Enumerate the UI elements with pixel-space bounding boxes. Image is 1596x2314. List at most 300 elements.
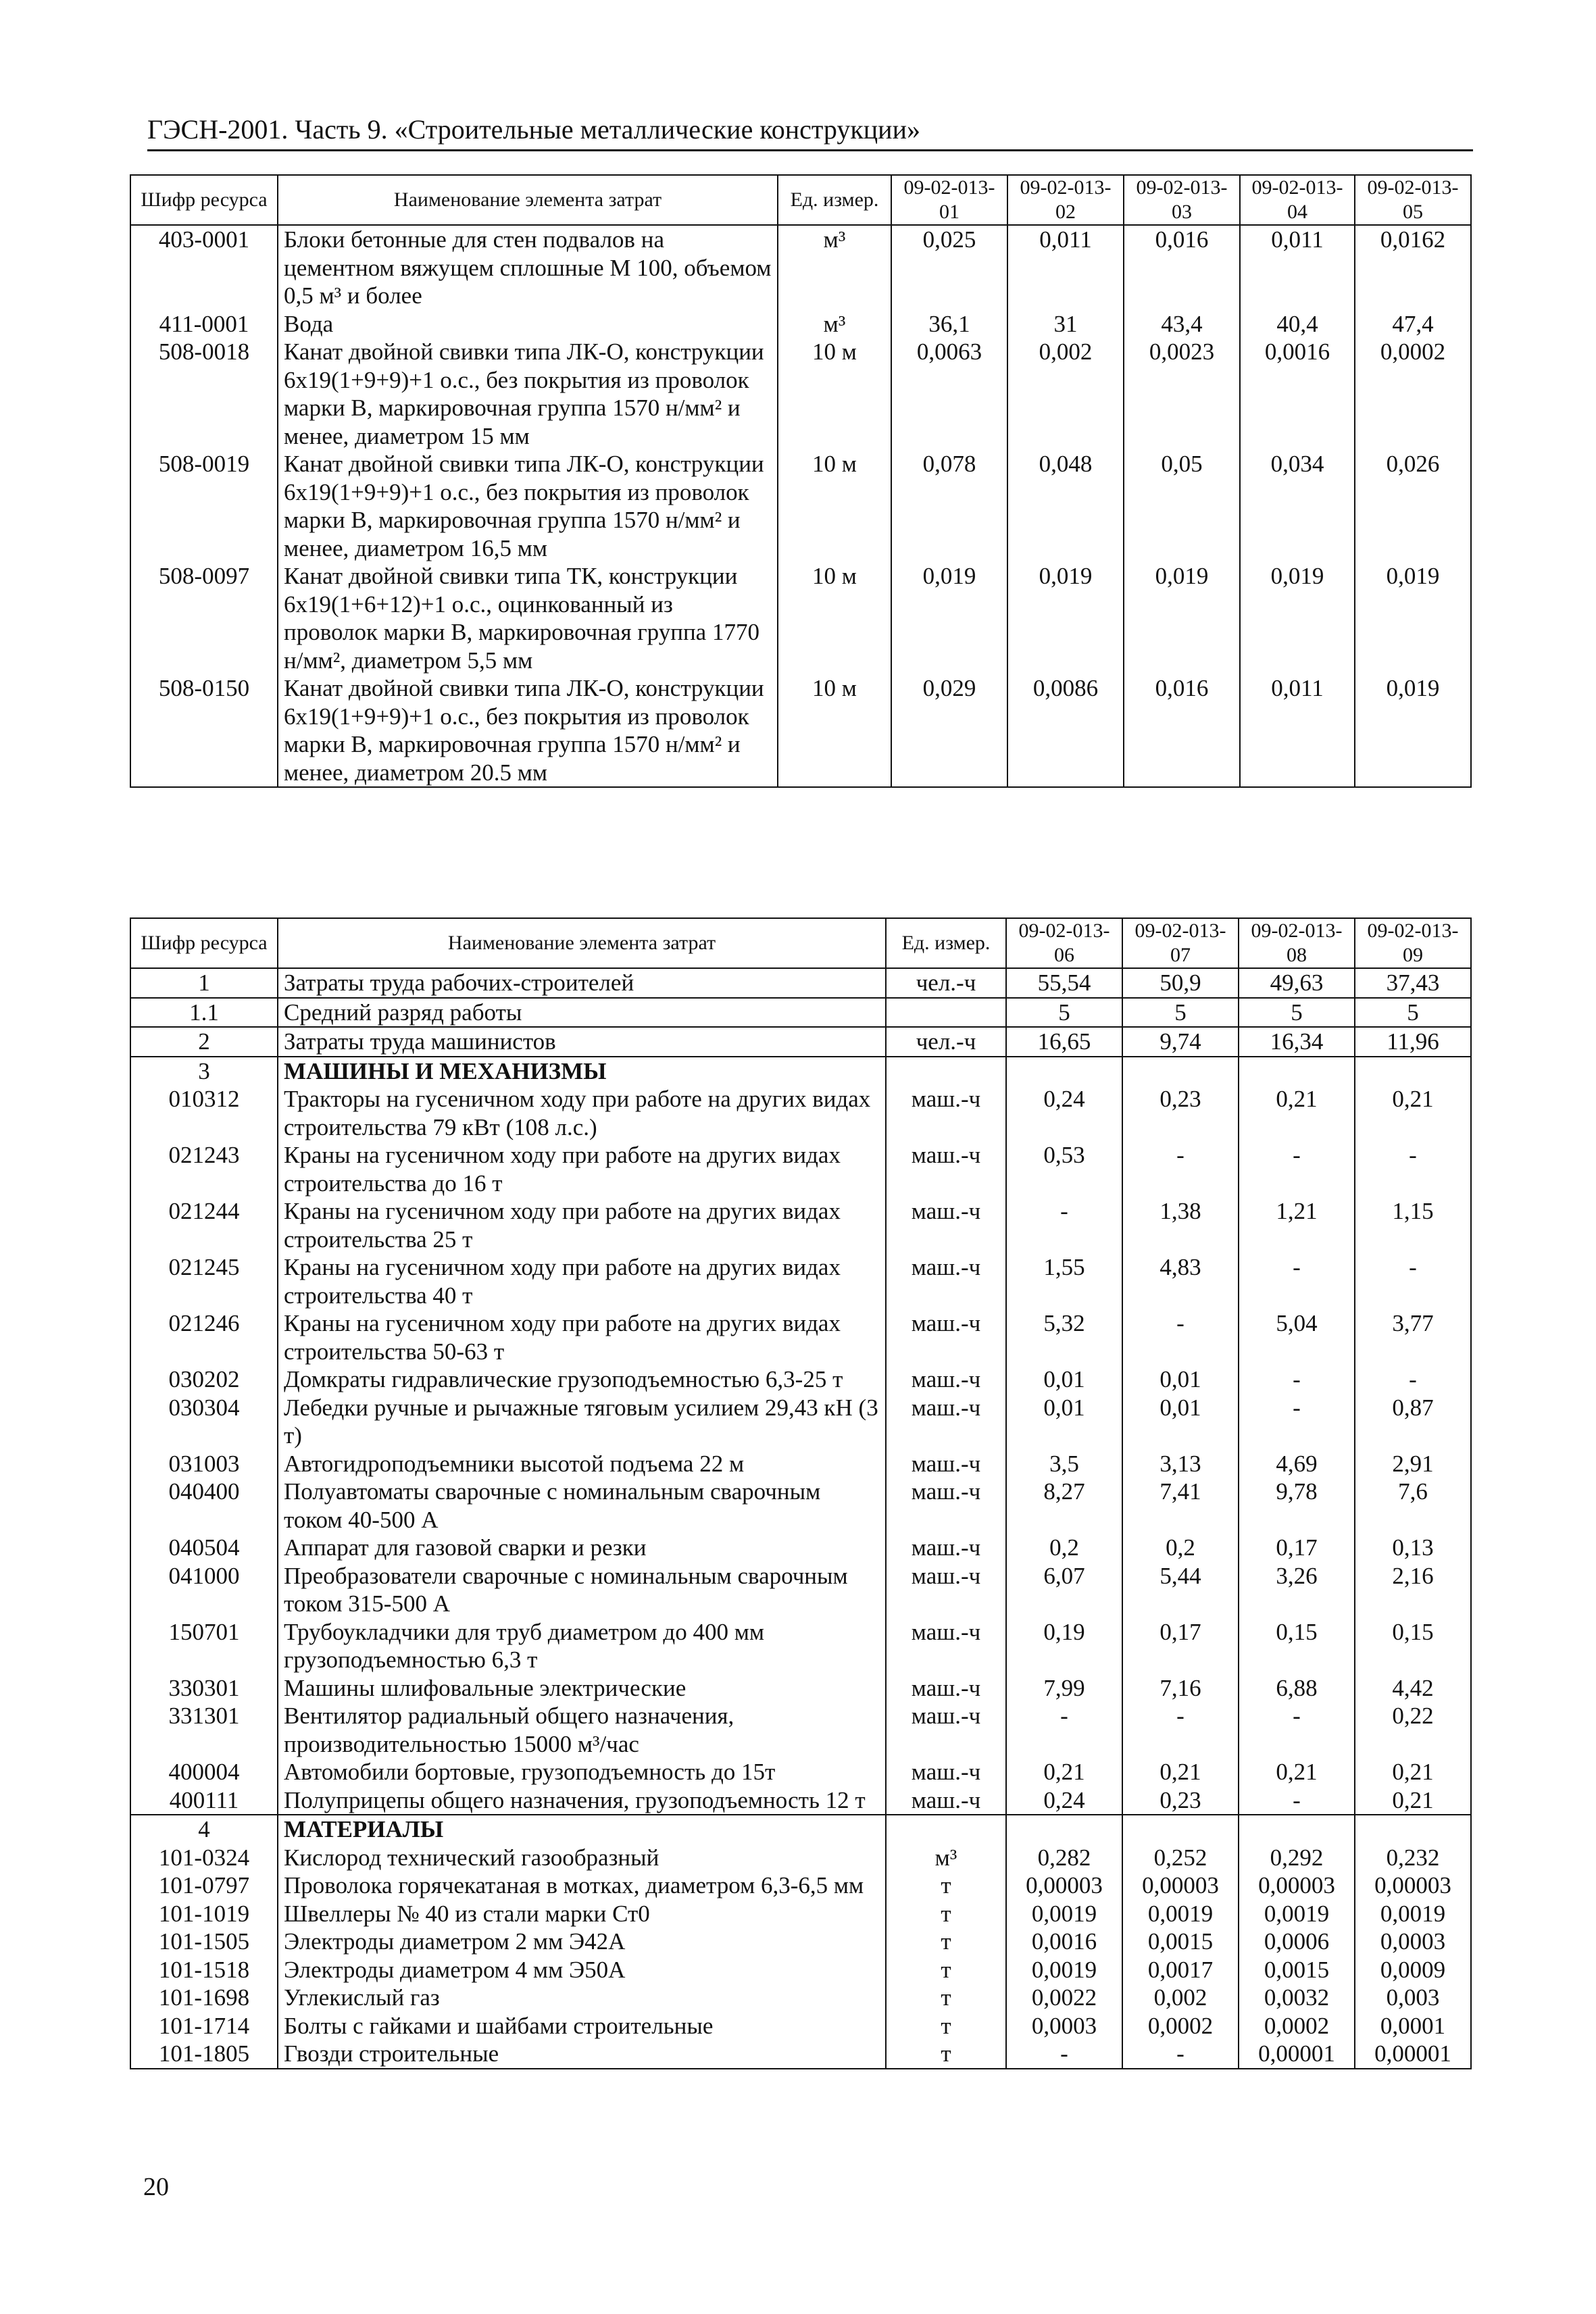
resource-name: Электроды диаметром 4 мм Э50А: [278, 1956, 886, 1984]
resource-code: 101-1805: [130, 2040, 278, 2069]
value-cell: [1239, 1057, 1355, 1086]
value-cell: 50,9: [1122, 968, 1239, 998]
table-row: [130, 968, 1471, 998]
resource-code: 021246: [130, 1309, 278, 1365]
table-row: [130, 1253, 1471, 1309]
value-cell: 0,15: [1239, 1618, 1355, 1674]
unit-cell: маш.-ч: [886, 1197, 1006, 1253]
value-cell: 0,21: [1355, 1085, 1471, 1141]
value-cell: 0,0019: [1006, 1956, 1122, 1984]
value-cell: -: [1239, 1394, 1355, 1450]
column-header-name: Наименование элемента затрат: [278, 918, 886, 968]
value-cell: 43,4: [1124, 310, 1240, 338]
value-cell: 4,83: [1122, 1253, 1239, 1309]
value-cell: 0,2: [1122, 1534, 1239, 1562]
value-cell: 0,0002: [1122, 2012, 1239, 2040]
value-cell: -: [1239, 1253, 1355, 1309]
resource-name: Краны на гусеничном ходу при работе на других видах строительства 50-63 т: [278, 1309, 886, 1365]
value-cell: 0,292: [1239, 1844, 1355, 1872]
table-row: [130, 1786, 1471, 1815]
value-cell: 5,44: [1122, 1562, 1239, 1618]
table-body: [130, 225, 1471, 787]
table-row: [130, 1141, 1471, 1197]
resource-code: 508-0097: [130, 562, 278, 674]
section-title: МАТЕРИАЛЫ: [278, 1815, 886, 1844]
value-cell: 0,016: [1124, 225, 1240, 310]
value-cell: [1239, 1815, 1355, 1844]
resource-code: 400111: [130, 1786, 278, 1815]
section-title: МАШИНЫ И МЕХАНИЗМЫ: [278, 1057, 886, 1086]
value-cell: 0,0019: [1006, 1900, 1122, 1928]
value-cell: -: [1355, 1253, 1471, 1309]
column-header-norm: 09-02-013-08: [1239, 918, 1355, 968]
value-cell: [1355, 1057, 1471, 1086]
value-cell: 2,91: [1355, 1450, 1471, 1478]
value-cell: 0,24: [1006, 1786, 1122, 1815]
value-cell: 0,0002: [1239, 2012, 1355, 2040]
table-row: [130, 1027, 1471, 1057]
value-cell: 0,0016: [1006, 1928, 1122, 1956]
resource-name: Преобразователи сварочные с номинальным сварочным током 315-500 А: [278, 1562, 886, 1618]
value-cell: 5: [1239, 998, 1355, 1028]
resource-name: Домкраты гидравлические грузоподъемностью 6,3-25 т: [278, 1365, 886, 1394]
column-header-norm: 09-02-013-07: [1122, 918, 1239, 968]
column-header-norm: 09-02-013-05: [1355, 175, 1471, 225]
value-cell: 31: [1007, 310, 1124, 338]
table-header: [130, 175, 1471, 225]
value-cell: 0,019: [891, 562, 1007, 674]
value-cell: 0,00003: [1239, 1871, 1355, 1900]
section-row: [130, 1815, 1471, 1844]
table-row: [130, 450, 1471, 562]
resource-code: 331301: [130, 1702, 278, 1758]
value-cell: 0,87: [1355, 1394, 1471, 1450]
header-row: [130, 918, 1471, 968]
table-body: [130, 968, 1471, 2069]
value-cell: 4,69: [1239, 1450, 1355, 1478]
resource-name: Полуавтоматы сварочные с номинальным сварочным током 40-500 А: [278, 1478, 886, 1534]
value-cell: -: [1006, 1197, 1122, 1253]
resource-name: Тракторы на гусеничном ходу при работе на других видах строительства 79 кВт (108 л.с.): [278, 1085, 886, 1141]
value-cell: 0,026: [1355, 450, 1471, 562]
table-row: [130, 1618, 1471, 1674]
table-row: [130, 338, 1471, 450]
resource-code: 403-0001: [130, 225, 278, 310]
unit-cell: маш.-ч: [886, 1450, 1006, 1478]
resource-code: 101-1698: [130, 1984, 278, 2012]
resource-name: Краны на гусеничном ходу при работе на других видах строительства до 16 т: [278, 1141, 886, 1197]
table-row: [130, 2040, 1471, 2069]
value-cell: 0,002: [1122, 1984, 1239, 2012]
value-cell: 0,01: [1122, 1394, 1239, 1450]
value-cell: 0,00001: [1239, 2040, 1355, 2069]
resource-name: Проволока горячекатаная в мотках, диаметром 6,3-6,5 мм: [278, 1871, 886, 1900]
value-cell: 9,74: [1122, 1027, 1239, 1057]
resource-code: 040504: [130, 1534, 278, 1562]
value-cell: 0,0019: [1122, 1900, 1239, 1928]
column-header-unit: Ед. измер.: [886, 918, 1006, 968]
value-cell: 7,16: [1122, 1674, 1239, 1703]
value-cell: 3,5: [1006, 1450, 1122, 1478]
value-cell: 0,21: [1355, 1758, 1471, 1786]
value-cell: 0,0003: [1006, 2012, 1122, 2040]
table-row: [130, 1956, 1471, 1984]
unit-cell: чел.-ч: [886, 1027, 1006, 1057]
value-cell: 0,025: [891, 225, 1007, 310]
value-cell: 8,27: [1006, 1478, 1122, 1534]
resource-code: 040400: [130, 1478, 278, 1534]
value-cell: 0,0019: [1239, 1900, 1355, 1928]
table-row: [130, 1394, 1471, 1450]
resource-code: 101-1518: [130, 1956, 278, 1984]
value-cell: -: [1355, 1141, 1471, 1197]
unit-cell: м³: [886, 1844, 1006, 1872]
unit-cell: т: [886, 1900, 1006, 1928]
table-header: [130, 918, 1471, 968]
value-cell: 0,282: [1006, 1844, 1122, 1872]
resource-code: 101-1505: [130, 1928, 278, 1956]
value-cell: 0,17: [1239, 1534, 1355, 1562]
value-cell: -: [1122, 1702, 1239, 1758]
table-row: [130, 1674, 1471, 1703]
table-row: [130, 1844, 1471, 1872]
table-row: [130, 1085, 1471, 1141]
unit-cell: т: [886, 2040, 1006, 2069]
unit-cell: маш.-ч: [886, 1141, 1006, 1197]
resource-code: 150701: [130, 1618, 278, 1674]
resource-code: 508-0150: [130, 674, 278, 787]
value-cell: 0,21: [1355, 1786, 1471, 1815]
table-row: [130, 998, 1471, 1028]
resource-code: 101-0797: [130, 1871, 278, 1900]
resource-name: Канат двойной свивки типа ЛК-О, конструкции 6х19(1+9+9)+1 о.с., без покрытия из проволок марки В, маркировочная группа 1570 н/мм² и менее, диаметром 15 мм: [278, 338, 778, 450]
unit-cell: м³: [778, 310, 891, 338]
value-cell: 0,048: [1007, 450, 1124, 562]
value-cell: 0,01: [1006, 1365, 1122, 1394]
table-row: [130, 1365, 1471, 1394]
resource-name: Средний разряд работы: [278, 998, 886, 1028]
resource-name: Автомобили бортовые, грузоподъемность до 15т: [278, 1758, 886, 1786]
value-cell: 0,019: [1355, 562, 1471, 674]
table-row: [130, 1984, 1471, 2012]
value-cell: 0,00003: [1006, 1871, 1122, 1900]
resource-code: 030202: [130, 1365, 278, 1394]
resource-code: 508-0019: [130, 450, 278, 562]
value-cell: 0,00003: [1355, 1871, 1471, 1900]
value-cell: 0,011: [1240, 674, 1355, 787]
resource-name: Машины шлифовальные электрические: [278, 1674, 886, 1703]
resource-name: Канат двойной свивки типа ЛК-О, конструкции 6х19(1+9+9)+1 о.с., без покрытия из проволок марки В, маркировочная группа 1570 н/мм² и менее, диаметром 16,5 мм: [278, 450, 778, 562]
resource-name: Полуприцепы общего назначения, грузоподъемность 12 т: [278, 1786, 886, 1815]
table-row: [130, 1309, 1471, 1365]
value-cell: -: [1239, 1365, 1355, 1394]
value-cell: 0,0023: [1124, 338, 1240, 450]
table-row: [130, 1450, 1471, 1478]
value-cell: 0,01: [1006, 1394, 1122, 1450]
resource-code: 2: [130, 1027, 278, 1057]
table-row: [130, 225, 1471, 310]
table-row: [130, 2012, 1471, 2040]
section-row: [130, 1057, 1471, 1086]
value-cell: 0,19: [1006, 1618, 1122, 1674]
page-number: 20: [143, 2173, 169, 2201]
value-cell: 7,99: [1006, 1674, 1122, 1703]
resource-name: Канат двойной свивки типа ЛК-О, конструкции 6х19(1+9+9)+1 о.с., без покрытия из проволок марки В, маркировочная группа 1570 н/мм² и менее, диаметром 20.5 мм: [278, 674, 778, 787]
value-cell: 0,53: [1006, 1141, 1122, 1197]
value-cell: 0,019: [1124, 562, 1240, 674]
unit-cell: [886, 1815, 1006, 1844]
table-row: [130, 310, 1471, 338]
value-cell: 1,21: [1239, 1197, 1355, 1253]
value-cell: 0,24: [1006, 1085, 1122, 1141]
unit-cell: [886, 998, 1006, 1028]
resource-code: 030304: [130, 1394, 278, 1450]
resource-name: Болты с гайками и шайбами строительные: [278, 2012, 886, 2040]
resource-code: 010312: [130, 1085, 278, 1141]
resource-code: 021244: [130, 1197, 278, 1253]
value-cell: 0,23: [1122, 1786, 1239, 1815]
resource-name: Затраты труда рабочих-строителей: [278, 968, 886, 998]
value-cell: -: [1122, 1141, 1239, 1197]
table-row: [130, 1871, 1471, 1900]
value-cell: 16,34: [1239, 1027, 1355, 1057]
value-cell: [1006, 1057, 1122, 1086]
table-row: [130, 1928, 1471, 1956]
value-cell: 4,42: [1355, 1674, 1471, 1703]
value-cell: 1,15: [1355, 1197, 1471, 1253]
unit-cell: маш.-ч: [886, 1786, 1006, 1815]
unit-cell: т: [886, 1871, 1006, 1900]
column-header-norm: 09-02-013-03: [1124, 175, 1240, 225]
value-cell: 0,0019: [1355, 1900, 1471, 1928]
value-cell: 0,0022: [1006, 1984, 1122, 2012]
value-cell: 3,77: [1355, 1309, 1471, 1365]
value-cell: 3,13: [1122, 1450, 1239, 1478]
resource-name: Блоки бетонные для стен подвалов на цементном вяжущем сплошные М 100, объемом 0,5 м³ и более: [278, 225, 778, 310]
column-header-norm: 09-02-013-06: [1006, 918, 1122, 968]
unit-cell: т: [886, 2012, 1006, 2040]
value-cell: 0,05: [1124, 450, 1240, 562]
value-cell: 0,019: [1240, 562, 1355, 674]
unit-cell: маш.-ч: [886, 1394, 1006, 1450]
resource-code: 021245: [130, 1253, 278, 1309]
value-cell: 0,011: [1007, 225, 1124, 310]
value-cell: [1355, 1815, 1471, 1844]
value-cell: 37,43: [1355, 968, 1471, 998]
value-cell: 0,13: [1355, 1534, 1471, 1562]
value-cell: 7,41: [1122, 1478, 1239, 1534]
value-cell: -: [1122, 2040, 1239, 2069]
resource-code: 021243: [130, 1141, 278, 1197]
value-cell: 5,32: [1006, 1309, 1122, 1365]
resource-code: 041000: [130, 1562, 278, 1618]
resource-name: Лебедки ручные и рычажные тяговым усилием 29,43 кН (3 т): [278, 1394, 886, 1450]
value-cell: 0,0001: [1355, 2012, 1471, 2040]
value-cell: [1122, 1057, 1239, 1086]
unit-cell: маш.-ч: [886, 1702, 1006, 1758]
column-header-norm: 09-02-013-04: [1240, 175, 1355, 225]
value-cell: 6,07: [1006, 1562, 1122, 1618]
column-header-norm: 09-02-013-01: [891, 175, 1007, 225]
resource-code: 101-1714: [130, 2012, 278, 2040]
value-cell: 0,0003: [1355, 1928, 1471, 1956]
resource-code: 101-0324: [130, 1844, 278, 1872]
value-cell: 0,0016: [1240, 338, 1355, 450]
value-cell: -: [1239, 1786, 1355, 1815]
unit-cell: маш.-ч: [886, 1618, 1006, 1674]
resource-code: 1.1: [130, 998, 278, 1028]
column-header-norm: 09-02-013-02: [1007, 175, 1124, 225]
resources-table-1: [130, 174, 1472, 788]
table-row: [130, 1562, 1471, 1618]
value-cell: 0,21: [1239, 1085, 1355, 1141]
value-cell: 0,23: [1122, 1085, 1239, 1141]
unit-cell: маш.-ч: [886, 1478, 1006, 1534]
column-header-unit: Ед. измер.: [778, 175, 891, 225]
resource-code: 508-0018: [130, 338, 278, 450]
value-cell: 0,0162: [1355, 225, 1471, 310]
value-cell: 5,04: [1239, 1309, 1355, 1365]
resource-name: Швеллеры № 40 из стали марки Ст0: [278, 1900, 886, 1928]
column-header-code: Шифр ресурса: [130, 918, 278, 968]
unit-cell: 10 м: [778, 338, 891, 450]
value-cell: 0,016: [1124, 674, 1240, 787]
value-cell: -: [1122, 1309, 1239, 1365]
resource-code: 1: [130, 968, 278, 998]
table-row: [130, 1534, 1471, 1562]
value-cell: [1122, 1815, 1239, 1844]
value-cell: 0,029: [891, 674, 1007, 787]
table-row: [130, 1702, 1471, 1758]
unit-cell: [886, 1057, 1006, 1086]
resource-code: 330301: [130, 1674, 278, 1703]
value-cell: 11,96: [1355, 1027, 1471, 1057]
unit-cell: маш.-ч: [886, 1758, 1006, 1786]
value-cell: 9,78: [1239, 1478, 1355, 1534]
value-cell: 0,0002: [1355, 338, 1471, 450]
value-cell: 55,54: [1006, 968, 1122, 998]
value-cell: -: [1355, 1365, 1471, 1394]
value-cell: 3,26: [1239, 1562, 1355, 1618]
resource-name: Канат двойной свивки типа ТК, конструкции 6х19(1+6+12)+1 о.с., оцинкованный из проволок марки В, маркировочная группа 1770 н/мм², диаметром 5,5 мм: [278, 562, 778, 674]
resource-name: Автогидроподъемники высотой подъема 22 м: [278, 1450, 886, 1478]
resource-name: Электроды диаметром 2 мм Э42А: [278, 1928, 886, 1956]
resource-name: Кислород технический газообразный: [278, 1844, 886, 1872]
resource-name: Углекислый газ: [278, 1984, 886, 2012]
value-cell: 1,55: [1006, 1253, 1122, 1309]
header-row: [130, 175, 1471, 225]
value-cell: 7,6: [1355, 1478, 1471, 1534]
value-cell: 0,0015: [1239, 1956, 1355, 1984]
resource-name: Краны на гусеничном ходу при работе на других видах строительства 25 т: [278, 1197, 886, 1253]
value-cell: 0,078: [891, 450, 1007, 562]
table-row: [130, 562, 1471, 674]
unit-cell: 10 м: [778, 450, 891, 562]
value-cell: 0,15: [1355, 1618, 1471, 1674]
table-row: [130, 1478, 1471, 1534]
unit-cell: маш.-ч: [886, 1309, 1006, 1365]
unit-cell: 10 м: [778, 674, 891, 787]
value-cell: 0,21: [1239, 1758, 1355, 1786]
value-cell: 2,16: [1355, 1562, 1471, 1618]
value-cell: 0,034: [1240, 450, 1355, 562]
value-cell: 5: [1006, 998, 1122, 1028]
value-cell: 5: [1122, 998, 1239, 1028]
resource-name: Затраты труда машинистов: [278, 1027, 886, 1057]
resource-code: 4: [130, 1815, 278, 1844]
value-cell: 0,22: [1355, 1702, 1471, 1758]
resource-name: Краны на гусеничном ходу при работе на других видах строительства 40 т: [278, 1253, 886, 1309]
table-row: [130, 1758, 1471, 1786]
value-cell: 49,63: [1239, 968, 1355, 998]
value-cell: 0,0015: [1122, 1928, 1239, 1956]
resource-name: Вода: [278, 310, 778, 338]
value-cell: 0,232: [1355, 1844, 1471, 1872]
value-cell: 0,019: [1007, 562, 1124, 674]
unit-cell: маш.-ч: [886, 1365, 1006, 1394]
value-cell: 0,019: [1355, 674, 1471, 787]
unit-cell: т: [886, 1928, 1006, 1956]
value-cell: 0,0063: [891, 338, 1007, 450]
resource-code: 3: [130, 1057, 278, 1086]
table-row: [130, 1900, 1471, 1928]
resource-code: 101-1019: [130, 1900, 278, 1928]
value-cell: 0,0086: [1007, 674, 1124, 787]
column-header-code: Шифр ресурса: [130, 175, 278, 225]
resource-name: Гвозди строительные: [278, 2040, 886, 2069]
value-cell: 0,002: [1007, 338, 1124, 450]
value-cell: 0,0006: [1239, 1928, 1355, 1956]
value-cell: 0,21: [1122, 1758, 1239, 1786]
unit-cell: 10 м: [778, 562, 891, 674]
value-cell: 6,88: [1239, 1674, 1355, 1703]
value-cell: 0,011: [1240, 225, 1355, 310]
value-cell: [1006, 1815, 1122, 1844]
value-cell: 1,38: [1122, 1197, 1239, 1253]
unit-cell: т: [886, 1956, 1006, 1984]
unit-cell: маш.-ч: [886, 1674, 1006, 1703]
value-cell: 0,21: [1006, 1758, 1122, 1786]
value-cell: 0,0032: [1239, 1984, 1355, 2012]
resource-name: Вентилятор радиальный общего назначения, производительностью 15000 м³/час: [278, 1702, 886, 1758]
value-cell: 40,4: [1240, 310, 1355, 338]
table-row: [130, 674, 1471, 787]
resource-code: 411-0001: [130, 310, 278, 338]
value-cell: 36,1: [891, 310, 1007, 338]
page-header: ГЭСН-2001. Часть 9. «Строительные металлические конструкции»: [147, 114, 1473, 151]
resource-code: 400004: [130, 1758, 278, 1786]
value-cell: -: [1006, 2040, 1122, 2069]
unit-cell: маш.-ч: [886, 1085, 1006, 1141]
unit-cell: маш.-ч: [886, 1534, 1006, 1562]
unit-cell: т: [886, 1984, 1006, 2012]
value-cell: -: [1239, 1702, 1355, 1758]
table-row: [130, 1197, 1471, 1253]
resource-code: 031003: [130, 1450, 278, 1478]
value-cell: 0,0017: [1122, 1956, 1239, 1984]
value-cell: 0,17: [1122, 1618, 1239, 1674]
unit-cell: маш.-ч: [886, 1562, 1006, 1618]
value-cell: 0,00003: [1122, 1871, 1239, 1900]
unit-cell: м³: [778, 225, 891, 310]
value-cell: 16,65: [1006, 1027, 1122, 1057]
value-cell: 0,01: [1122, 1365, 1239, 1394]
column-header-norm: 09-02-013-09: [1355, 918, 1471, 968]
resource-name: Аппарат для газовой сварки и резки: [278, 1534, 886, 1562]
unit-cell: маш.-ч: [886, 1253, 1006, 1309]
unit-cell: чел.-ч: [886, 968, 1006, 998]
resource-name: Трубоукладчики для труб диаметром до 400 мм грузоподъемностью 6,3 т: [278, 1618, 886, 1674]
